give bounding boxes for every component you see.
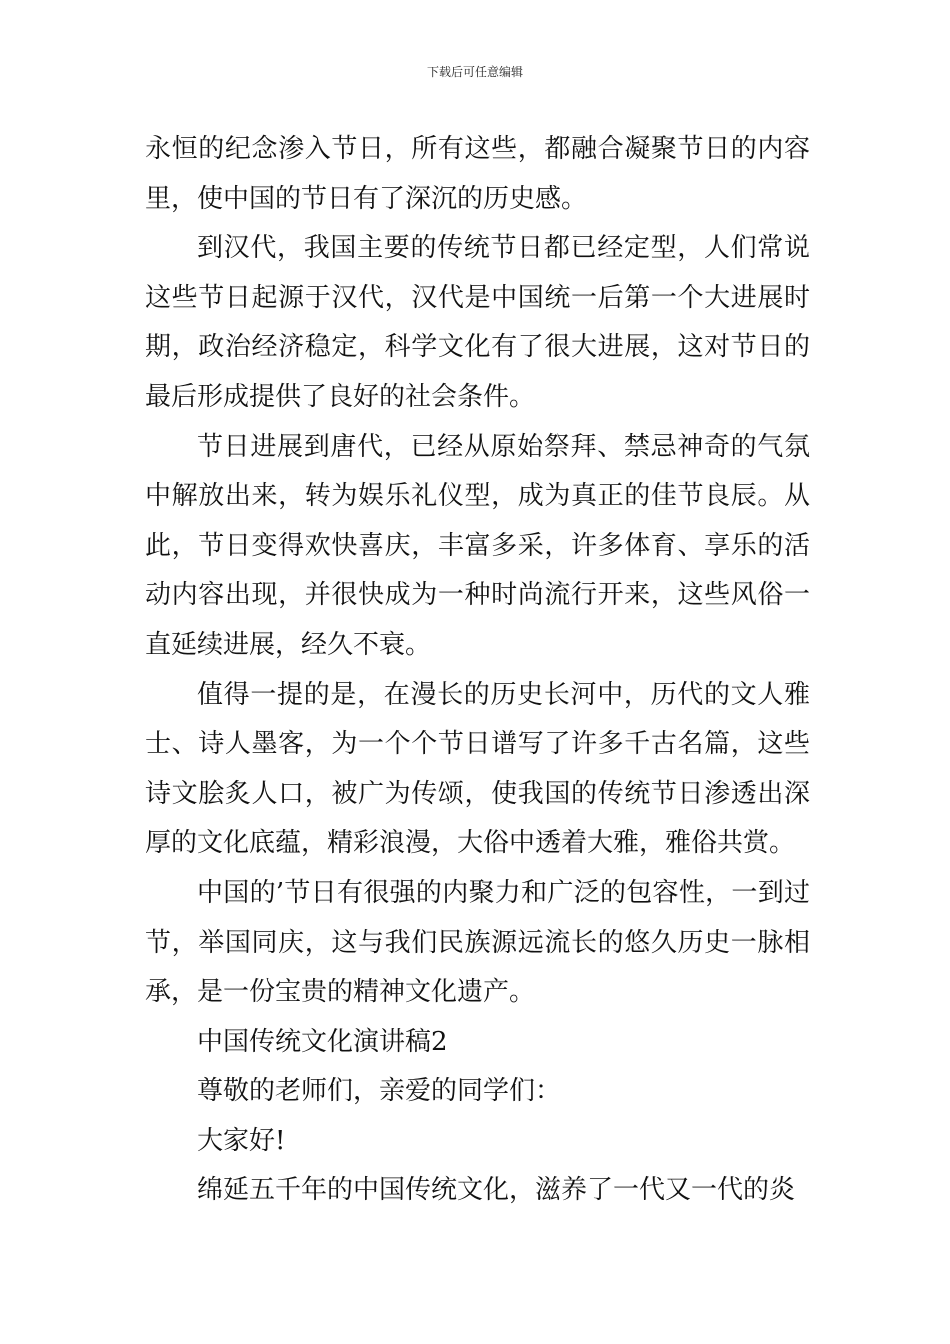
section-title: 中国传统文化演讲稿2 — [197, 1026, 448, 1057]
paragraph-cohesion: 中国的’节日有很强的内聚力和广泛的包容性，一到过节，举国同庆，这与我们民族源远流长的悠久历史一脉相承，是一份宝贵的精神文化遗产。 — [145, 877, 810, 1008]
paragraph-han-dynasty: 到汉代，我国主要的传统节日都已经定型，人们常说这些节日起源于汉代，汉代是中国统一后第一个大进展时期，政治经济稳定，科学文化有了很大进展，这对节日的最后形成提供了良好的社会条件。 — [145, 233, 810, 412]
opening-line: 绵延五千年的中国传统文化，滋养了一代又一代的炎 — [197, 1175, 796, 1206]
paragraph-tang-dynasty: 节日进展到唐代，已经从原始祭拜、禁忌神奇的气氛中解放出来，转为娱乐礼仪型，成为真正的佳节良辰。从此，节日变得欢快喜庆，丰富多采，许多体育、享乐的活动内容出现，并很快成为一种时尚流行开来，这些风俗一直延续进展，经久不衰。 — [145, 431, 810, 660]
paragraph-literati: 值得一提的是，在漫长的历史长河中，历代的文人雅士、诗人墨客，为一个个节日谱写了许多千古名篇，这些诗文脍炙人口，被广为传颂，使我国的传统节日渗透出深厚的文化底蕴，精彩浪漫，大俗中透着大雅，雅俗共赏。 — [145, 679, 810, 859]
paragraph-continuation: 永恒的纪念渗入节日，所有这些，都融合凝聚节日的内容里，使中国的节日有了深沉的历史感。 — [145, 134, 810, 214]
document-body — [145, 125, 810, 1216]
page-header: 下载后可任意编辑 — [426, 65, 523, 79]
greeting: 大家好! — [197, 1125, 286, 1156]
salutation: 尊敬的老师们，亲爱的同学们： — [197, 1076, 562, 1107]
